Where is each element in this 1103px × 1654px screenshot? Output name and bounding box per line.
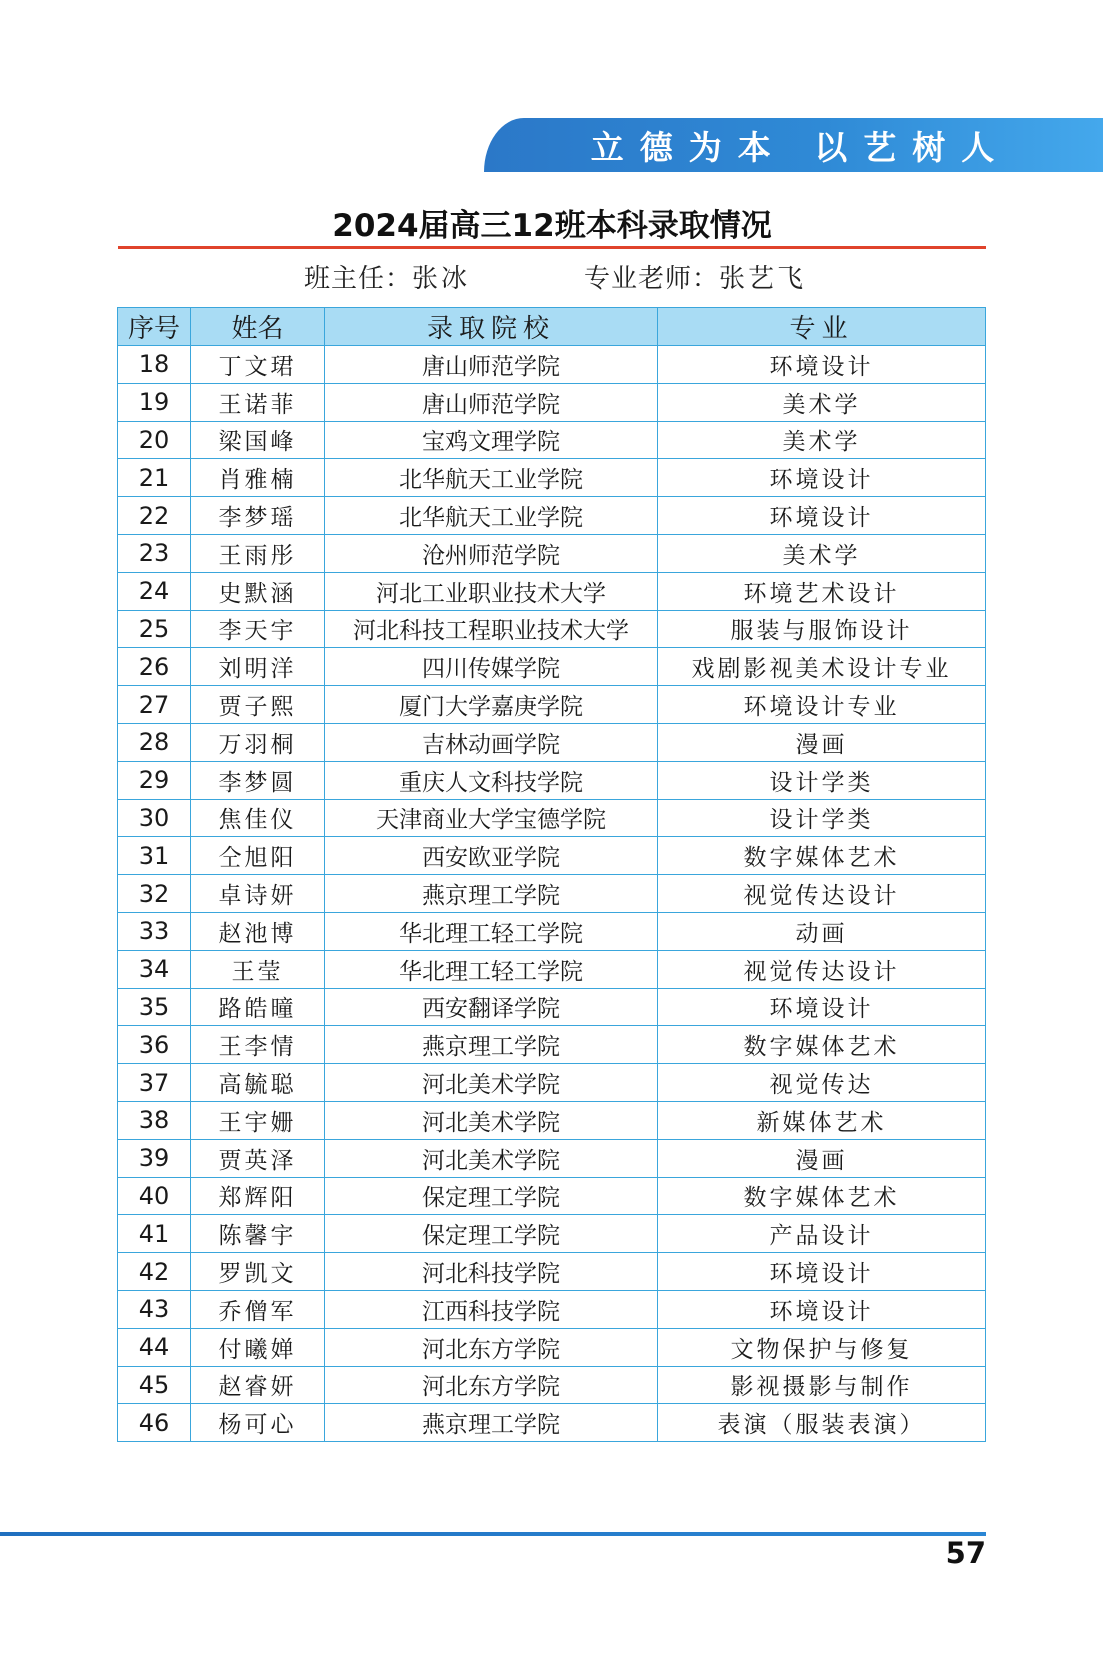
major-teacher-label: 专业老师： <box>584 264 720 294</box>
cell-number: 20 <box>118 421 191 459</box>
cell-number: 31 <box>118 837 191 875</box>
table-row <box>118 723 986 761</box>
cell-major: 戏剧影视美术设计专业 <box>658 648 986 686</box>
cell-name: 王莹 <box>191 950 325 988</box>
cell-number: 26 <box>118 648 191 686</box>
cell-name: 焦佳仪 <box>191 799 325 837</box>
cell-name: 赵睿妍 <box>191 1366 325 1404</box>
cell-name: 肖雅楠 <box>191 459 325 497</box>
cell-name: 路皓曈 <box>191 988 325 1026</box>
cell-major: 环境设计 <box>658 1290 986 1328</box>
cell-number: 18 <box>118 346 191 384</box>
cell-number: 34 <box>118 950 191 988</box>
slogan-text: 立德为本 以艺树人 <box>590 127 1011 167</box>
page-number: 57 <box>945 1536 986 1570</box>
cell-name: 高毓聪 <box>191 1064 325 1102</box>
table-row <box>118 1064 986 1102</box>
cell-major: 表演（服装表演） <box>658 1404 986 1442</box>
cell-major: 动画 <box>658 912 986 950</box>
table-row <box>118 1328 986 1366</box>
cell-number: 42 <box>118 1253 191 1291</box>
cell-school: 唐山师范学院 <box>325 383 658 421</box>
cell-major: 设计学类 <box>658 761 986 799</box>
table-row <box>118 534 986 572</box>
table-row <box>118 1253 986 1291</box>
table-row <box>118 686 986 724</box>
cell-major: 环境设计 <box>658 346 986 384</box>
cell-number: 37 <box>118 1064 191 1102</box>
footer-divider <box>0 1532 986 1536</box>
cell-name: 刘明洋 <box>191 648 325 686</box>
table-row <box>118 1404 986 1442</box>
cell-school: 河北东方学院 <box>325 1366 658 1404</box>
header-number: 序号 <box>118 308 191 346</box>
title-divider <box>118 246 986 249</box>
major-teacher <box>584 258 806 295</box>
cell-number: 44 <box>118 1328 191 1366</box>
cell-name: 杨可心 <box>191 1404 325 1442</box>
table-row <box>118 1215 986 1253</box>
cell-school: 河北科技学院 <box>325 1253 658 1291</box>
cell-school: 保定理工学院 <box>325 1215 658 1253</box>
cell-major: 服装与服饰设计 <box>658 610 986 648</box>
cell-major: 视觉传达 <box>658 1064 986 1102</box>
cell-school: 沧州师范学院 <box>325 534 658 572</box>
table-row <box>118 346 986 384</box>
cell-school: 河北美术学院 <box>325 1101 658 1139</box>
cell-number: 46 <box>118 1404 191 1442</box>
cell-major: 文物保护与修复 <box>658 1328 986 1366</box>
cell-name: 史默涵 <box>191 572 325 610</box>
table-row <box>118 837 986 875</box>
cell-major: 数字媒体艺术 <box>658 1177 986 1215</box>
cell-name: 丁文珺 <box>191 346 325 384</box>
cell-name: 王诺菲 <box>191 383 325 421</box>
table-row <box>118 988 986 1026</box>
head-teacher-label: 班主任： <box>304 264 413 294</box>
table-row <box>118 383 986 421</box>
cell-number: 21 <box>118 459 191 497</box>
cell-name: 付曦婵 <box>191 1328 325 1366</box>
cell-school: 河北美术学院 <box>325 1064 658 1102</box>
cell-number: 45 <box>118 1366 191 1404</box>
cell-school: 宝鸡文理学院 <box>325 421 658 459</box>
cell-school: 唐山师范学院 <box>325 346 658 384</box>
cell-name: 罗凯文 <box>191 1253 325 1291</box>
table-row <box>118 459 986 497</box>
header-name: 姓名 <box>191 308 325 346</box>
cell-name: 乔僧军 <box>191 1290 325 1328</box>
cell-number: 32 <box>118 875 191 913</box>
table-row <box>118 950 986 988</box>
table-row <box>118 761 986 799</box>
cell-major: 影视摄影与制作 <box>658 1366 986 1404</box>
cell-number: 35 <box>118 988 191 1026</box>
cell-name: 万羽桐 <box>191 723 325 761</box>
cell-number: 22 <box>118 497 191 535</box>
page-title: 2024届高三12班本科录取情况 <box>332 208 772 244</box>
cell-school: 华北理工轻工学院 <box>325 950 658 988</box>
cell-major: 产品设计 <box>658 1215 986 1253</box>
cell-number: 33 <box>118 912 191 950</box>
cell-name: 李梦圆 <box>191 761 325 799</box>
cell-school: 北华航天工业学院 <box>325 497 658 535</box>
cell-number: 29 <box>118 761 191 799</box>
table-row <box>118 1026 986 1064</box>
cell-school: 江西科技学院 <box>325 1290 658 1328</box>
cell-number: 39 <box>118 1139 191 1177</box>
cell-school: 四川传媒学院 <box>325 648 658 686</box>
admission-table <box>117 307 986 1442</box>
cell-school: 北华航天工业学院 <box>325 459 658 497</box>
table-row <box>118 1139 986 1177</box>
cell-major: 漫画 <box>658 723 986 761</box>
cell-school: 燕京理工学院 <box>325 1404 658 1442</box>
cell-number: 23 <box>118 534 191 572</box>
head-teacher <box>304 258 470 295</box>
cell-number: 19 <box>118 383 191 421</box>
cell-name: 仝旭阳 <box>191 837 325 875</box>
table-row <box>118 1366 986 1404</box>
cell-major: 环境设计 <box>658 497 986 535</box>
cell-name: 李梦瑶 <box>191 497 325 535</box>
cell-major: 数字媒体艺术 <box>658 837 986 875</box>
table-row <box>118 799 986 837</box>
cell-major: 漫画 <box>658 1139 986 1177</box>
cell-name: 贾英泽 <box>191 1139 325 1177</box>
cell-major: 视觉传达设计 <box>658 950 986 988</box>
cell-name: 李天宇 <box>191 610 325 648</box>
cell-number: 41 <box>118 1215 191 1253</box>
cell-school: 河北东方学院 <box>325 1328 658 1366</box>
major-teacher-name: 张艺飞 <box>719 264 807 294</box>
cell-school: 天津商业大学宝德学院 <box>325 799 658 837</box>
cell-major: 设计学类 <box>658 799 986 837</box>
cell-number: 24 <box>118 572 191 610</box>
table-row <box>118 1177 986 1215</box>
table-row <box>118 421 986 459</box>
cell-major: 环境设计 <box>658 1253 986 1291</box>
table-header-row <box>118 308 986 346</box>
cell-name: 王宇姗 <box>191 1101 325 1139</box>
cell-number: 28 <box>118 723 191 761</box>
cell-school: 西安欧亚学院 <box>325 837 658 875</box>
cell-major: 新媒体艺术 <box>658 1101 986 1139</box>
header-major: 专业 <box>658 308 986 346</box>
cell-name: 贾子熙 <box>191 686 325 724</box>
cell-number: 43 <box>118 1290 191 1328</box>
cell-name: 王李情 <box>191 1026 325 1064</box>
cell-school: 燕京理工学院 <box>325 875 658 913</box>
table-row <box>118 648 986 686</box>
cell-number: 38 <box>118 1101 191 1139</box>
cell-school: 西安翻译学院 <box>325 988 658 1026</box>
table-row <box>118 912 986 950</box>
cell-name: 陈馨宇 <box>191 1215 325 1253</box>
cell-school: 华北理工轻工学院 <box>325 912 658 950</box>
cell-major: 美术学 <box>658 421 986 459</box>
cell-school: 吉林动画学院 <box>325 723 658 761</box>
cell-school: 河北工业职业技术大学 <box>325 572 658 610</box>
table-row <box>118 1101 986 1139</box>
cell-major: 美术学 <box>658 383 986 421</box>
table-row <box>118 497 986 535</box>
cell-major: 视觉传达设计 <box>658 875 986 913</box>
table-body <box>118 346 986 1442</box>
cell-school: 河北科技工程职业技术大学 <box>325 610 658 648</box>
cell-school: 河北美术学院 <box>325 1139 658 1177</box>
cell-major: 环境设计 <box>658 459 986 497</box>
head-teacher-name: 张冰 <box>412 264 471 294</box>
cell-name: 卓诗妍 <box>191 875 325 913</box>
cell-school: 重庆人文科技学院 <box>325 761 658 799</box>
cell-number: 27 <box>118 686 191 724</box>
cell-school: 厦门大学嘉庚学院 <box>325 686 658 724</box>
table-row <box>118 875 986 913</box>
cell-major: 数字媒体艺术 <box>658 1026 986 1064</box>
cell-school: 燕京理工学院 <box>325 1026 658 1064</box>
slogan-banner <box>484 118 1103 172</box>
cell-major: 环境设计 <box>658 988 986 1026</box>
table-row <box>118 610 986 648</box>
cell-number: 40 <box>118 1177 191 1215</box>
table-row <box>118 1290 986 1328</box>
table-row <box>118 572 986 610</box>
cell-number: 25 <box>118 610 191 648</box>
cell-major: 美术学 <box>658 534 986 572</box>
cell-name: 梁国峰 <box>191 421 325 459</box>
cell-school: 保定理工学院 <box>325 1177 658 1215</box>
header-school: 录取院校 <box>325 308 658 346</box>
cell-name: 赵池博 <box>191 912 325 950</box>
cell-major: 环境设计专业 <box>658 686 986 724</box>
cell-name: 王雨彤 <box>191 534 325 572</box>
cell-number: 36 <box>118 1026 191 1064</box>
cell-number: 30 <box>118 799 191 837</box>
cell-name: 郑辉阳 <box>191 1177 325 1215</box>
cell-major: 环境艺术设计 <box>658 572 986 610</box>
